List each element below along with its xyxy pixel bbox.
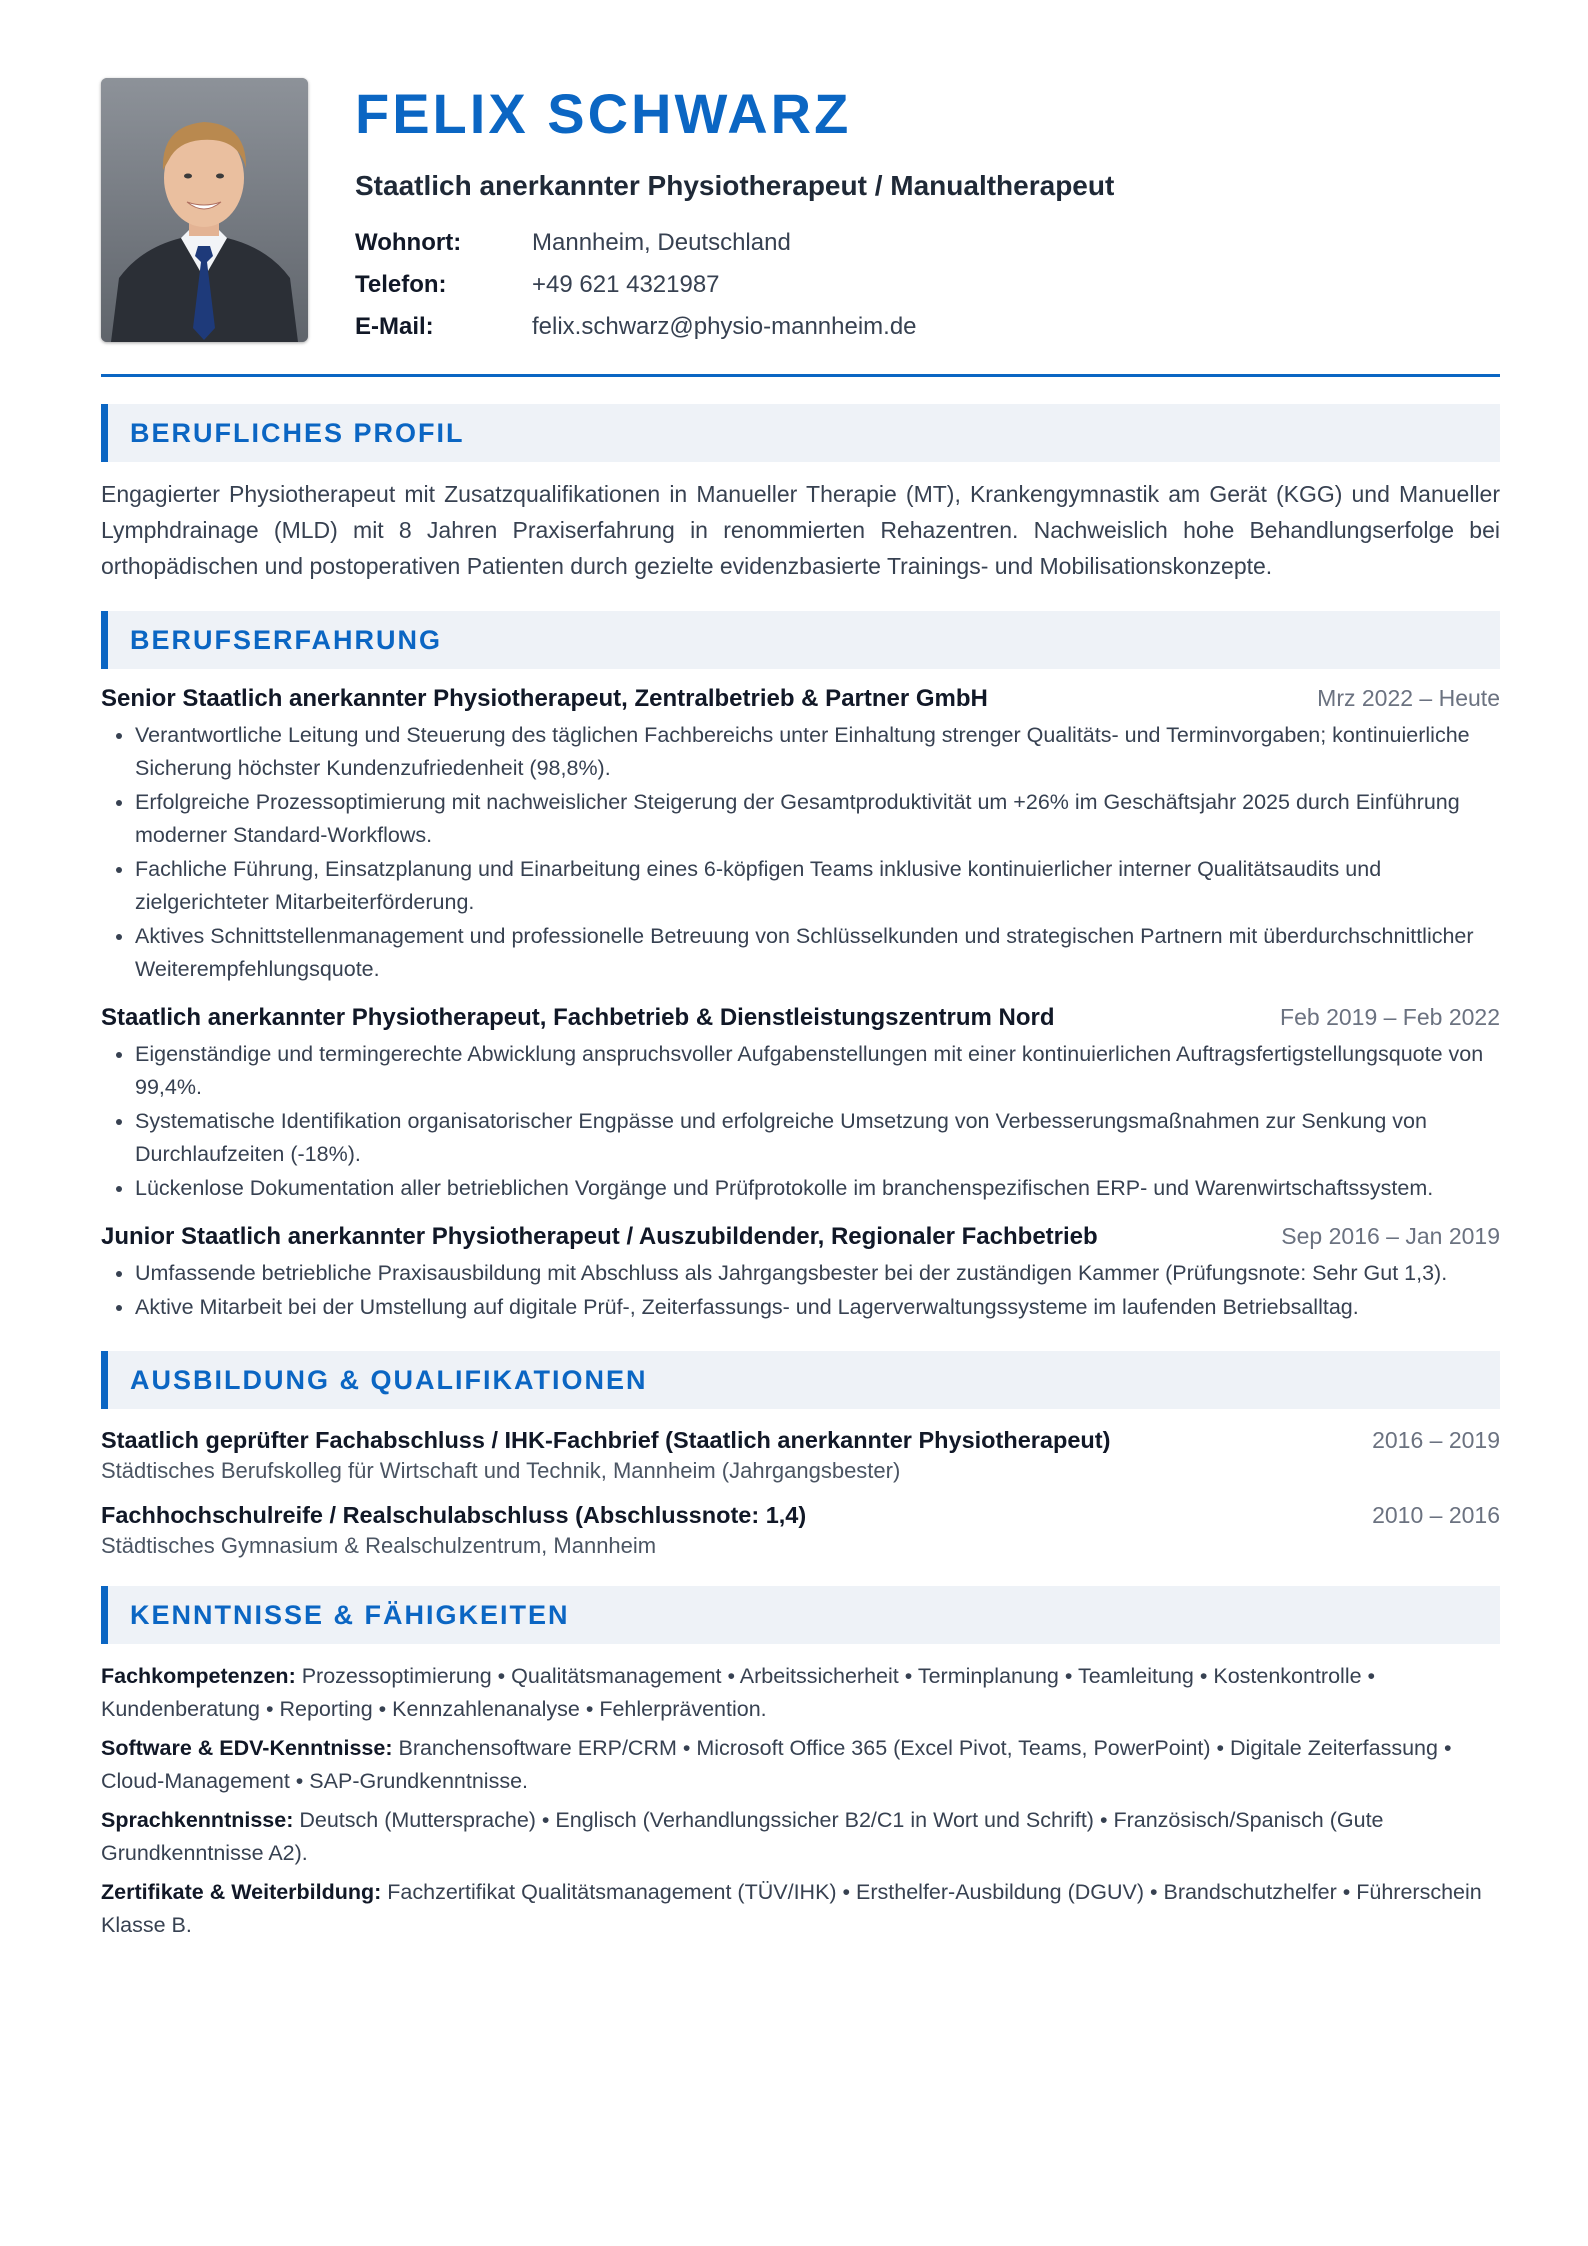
education-institution: Städtisches Gymnasium & Realschulzentrum, Mannheim: [101, 1533, 657, 1558]
contact-value: Mannheim, Deutschland: [532, 229, 791, 256]
skill-row: [101, 1804, 1500, 1870]
profile-photo: [101, 78, 308, 342]
skill-label: Zertifikate & Weiterbildung:: [101, 1880, 382, 1904]
portrait-illustration: [101, 78, 308, 342]
section-header-skills: [101, 1586, 1500, 1644]
contact-row-phone: [355, 264, 1114, 306]
job-entry: [101, 1223, 1500, 1324]
section-title: BERUFLICHES PROFIL: [130, 417, 465, 448]
job-bullets: [101, 1257, 1500, 1324]
job-bullet: • Aktives Schnittstellenmanagement und professionelle Betreuung von Schlüsselkunden und strategischen Partnern mit überdurchschnittlicher Weiterempfehlungsquote.: [135, 920, 1500, 986]
skill-text: Deutsch (Muttersprache) • Englisch (Verhandlungssicher B2/C1 in Wort und Schrift) • Französisch/Spanisch (Gute Grundkenntnisse A2).: [101, 1808, 1384, 1865]
skill-label: Sprachkenntnisse:: [101, 1808, 294, 1832]
contact-value: felix.schwarz@physio-mannheim.de: [532, 313, 917, 340]
job-bullets: [101, 1038, 1500, 1205]
section-header-profile: [101, 404, 1500, 462]
skill-row: [101, 1876, 1500, 1942]
job-bullet: • Fachliche Führung, Einsatzplanung und Einarbeitung eines 6-köpfigen Teams inklusive kontinuierlicher interner Qualitätsaudits und zielgerichteter Mitarbeiterförderung.: [135, 853, 1500, 919]
skill-row: [101, 1660, 1500, 1726]
section-header-experience: [101, 611, 1500, 669]
section-title: KENNTNISSE & FÄHIGKEITEN: [130, 1599, 570, 1630]
header-info: [355, 78, 1114, 348]
section-header-education: [101, 1351, 1500, 1409]
contact-row-email: [355, 306, 1114, 348]
job-date: Sep 2016 – Jan 2019: [1281, 1223, 1500, 1249]
skill-label: Software & EDV-Kenntnisse:: [101, 1736, 393, 1760]
skill-text: Fachzertifikat Qualitätsmanagement (TÜV/IHK) • Ersthelfer-Ausbildung (DGUV) • Brandschutzhelfer • Führerschein Klasse B.: [101, 1880, 1482, 1937]
education-date: 2010 – 2016: [1372, 1502, 1500, 1528]
job-bullet: • Lückenlose Dokumentation aller betrieblichen Vorgänge und Prüfprotokolle im branchenspezifischen ERP- und Warenwirtschaftssystem.: [135, 1172, 1500, 1205]
job-bullet: • Umfassende betriebliche Praxisausbildung mit Abschluss als Jahrgangsbester bei der zuständigen Kammer (Prüfungsnote: Sehr Gut 1,3).: [135, 1257, 1500, 1290]
job-bullet: • Aktive Mitarbeit bei der Umstellung auf digitale Prüf-, Zeiterfassungs- und Lagerverwaltungssysteme im laufenden Betriebsalltag.: [135, 1291, 1500, 1324]
contact-row-location: [355, 222, 1114, 264]
job-entry: [101, 685, 1500, 986]
education-date: 2016 – 2019: [1372, 1427, 1500, 1453]
experience-list: [101, 685, 1500, 1324]
education-list: [101, 1427, 1500, 1559]
job-bullets: [101, 719, 1500, 986]
candidate-name: FELIX SCHWARZ: [355, 82, 852, 145]
job-entry: [101, 1004, 1500, 1205]
skill-label: Fachkompetenzen:: [101, 1664, 296, 1688]
job-header: [101, 1004, 1500, 1032]
contact-label: E-Mail:: [355, 313, 434, 340]
contact-label: Wohnort:: [355, 229, 462, 256]
skill-text: Branchensoftware ERP/CRM • Microsoft Office 365 (Excel Pivot, Teams, PowerPoint) • Digitale Zeiterfassung • Cloud-Management • SAP-Grundkenntnisse.: [101, 1736, 1452, 1793]
job-date: Feb 2019 – Feb 2022: [1280, 1004, 1500, 1030]
education-header: [101, 1502, 1500, 1529]
job-bullet: • Erfolgreiche Prozessoptimierung mit nachweislicher Steigerung der Gesamtproduktivität um +26% im Geschäftsjahr 2025 durch Einführung moderner Standard-Workflows.: [135, 786, 1500, 852]
education-title: Fachhochschulreife / Realschulabschluss (Abschlussnote: 1,4): [101, 1502, 807, 1528]
section-title: AUSBILDUNG & QUALIFIKATIONEN: [130, 1364, 648, 1395]
job-title: Staatlich anerkannter Physiotherapeut, Fachbetrieb & Dienstleistungszentrum Nord: [101, 1004, 1055, 1031]
job-bullet: • Systematische Identifikation organisatorischer Engpässe und erfolgreiche Umsetzung von Verbesserungsmaßnahmen zur Senkung von Durchlaufzeiten (-18%).: [135, 1105, 1500, 1171]
job-bullet: • Eigenständige und termingerechte Abwicklung anspruchsvoller Aufgabenstellungen mit einer kontinuierlichen Auftragsfertigstellungsquote von 99,4%.: [135, 1038, 1500, 1104]
education-title: Staatlich geprüfter Fachabschluss / IHK-Fachbrief (Staatlich anerkannter Physiotherapeut): [101, 1427, 1111, 1453]
job-header: [101, 1223, 1500, 1251]
skill-row: [101, 1732, 1500, 1798]
education-entry: [101, 1502, 1500, 1559]
job-header: [101, 685, 1500, 713]
skills-list: [101, 1660, 1500, 1942]
job-title: Senior Staatlich anerkannter Physiotherapeut, Zentralbetrieb & Partner GmbH: [101, 685, 988, 712]
job-bullet: • Verantwortliche Leitung und Steuerung des täglichen Fachbereichs unter Einhaltung strenger Qualitäts- und Terminvorgaben; kontinuierliche Sicherung höchster Kundenzufriedenheit (98,8%).: [135, 719, 1500, 785]
job-title: Junior Staatlich anerkannter Physiotherapeut / Auszubildender, Regionaler Fachbetrieb: [101, 1223, 1098, 1250]
education-institution: Städtisches Berufskolleg für Wirtschaft und Technik, Mannheim (Jahrgangsbester): [101, 1458, 901, 1483]
education-header: [101, 1427, 1500, 1454]
profile-summary: Engagierter Physiotherapeut mit Zusatzqualifikationen in Manueller Therapie (MT), Krankengymnastik am Gerät (KGG) und Manueller Lymphdrainage (MLD) mit 8 Jahren Praxiserfahrung in renommierten Rehazentren. Nachweislich hohe Behandlungserfolge bei orthopädischen und postoperativen Patienten durch gezielte evidenzbasierte Trainings- und Mobilisationskonzepte.: [101, 481, 1500, 579]
resume-header: [101, 78, 1500, 348]
education-entry: [101, 1427, 1500, 1484]
contact-value: +49 621 4321987: [532, 271, 720, 298]
job-date: Mrz 2022 – Heute: [1317, 685, 1500, 711]
header-divider: [101, 374, 1500, 377]
contact-label: Telefon:: [355, 271, 447, 298]
skill-text: Prozessoptimierung • Qualitätsmanagement • Arbeitssicherheit • Terminplanung • Teamleitung • Kostenkontrolle • Kundenberatung • Reporting • Kennzahlenanalyse • Fehlerprävention.: [101, 1664, 1376, 1721]
job-title-headline: Staatlich anerkannter Physiotherapeut / Manualtherapeut: [355, 170, 1115, 201]
contact-list: [355, 222, 1114, 348]
section-title: BERUFSERFAHRUNG: [130, 624, 443, 655]
